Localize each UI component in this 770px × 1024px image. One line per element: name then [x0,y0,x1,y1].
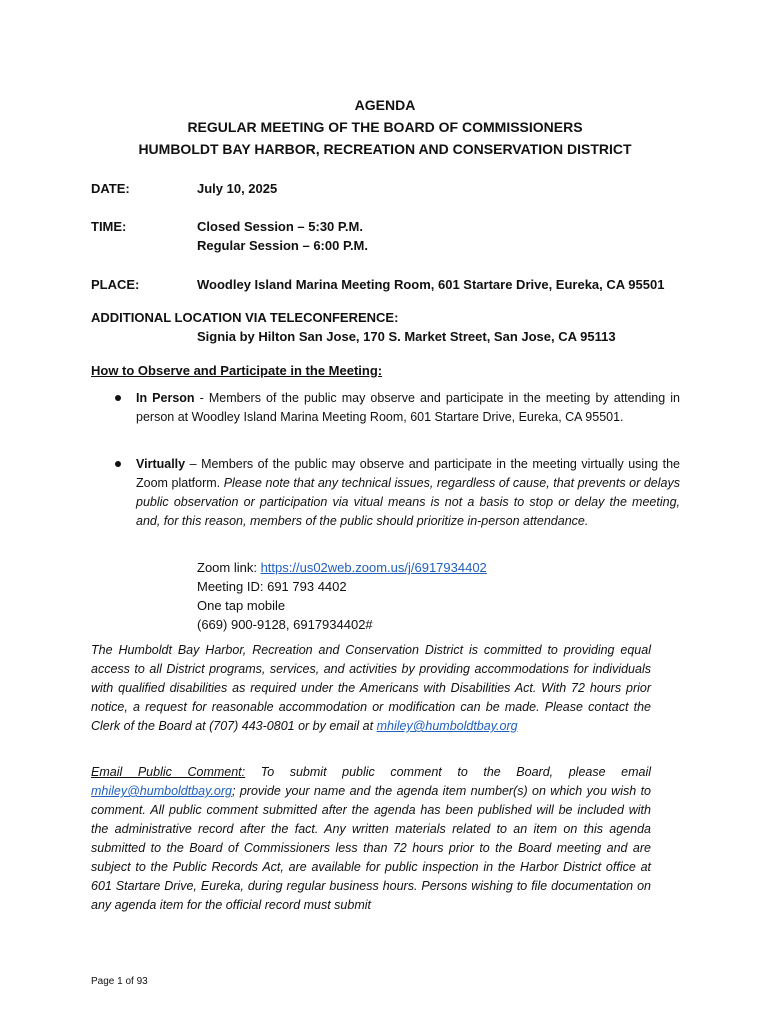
time-label: TIME: [91,219,127,234]
one-tap-label: One tap mobile [197,598,286,613]
accessibility-notice [91,641,651,736]
bullet-icon [115,395,121,401]
public-comment-text-2: ; provide your name and the agenda item number(s) on which you wish to comment. All public comment submitted after the agenda has been published will be included with the administrative record after the fact. Any written materials related to an item on this agenda submitted to the Board of Commissioners less than 72 hours prior to the Board meeting and are subject to the Public Records Act, are available for public inspection in the Harbor District office at 601 Startare Drive, Eureka, during regular business hours. Persons wishing to file documentation on any agenda item for the official record must submit [91,784,651,912]
public-comment-section [91,763,651,915]
bullet-icon [115,461,121,467]
meeting-id: Meeting ID: 691 793 4402 [197,579,347,594]
meeting-title: REGULAR MEETING OF THE BOARD OF COMMISSIONERS [187,119,583,135]
additional-location-label: ADDITIONAL LOCATION VIA TELECONFERENCE: [91,310,399,325]
virtual-note: Please note that any technical issues, regardless of cause, that prevents or delays public observation or participation via vitual means is not a basis to stop or delay the meeting, and, for this reason, members of the public should prioritize in-person attendance. [136,476,680,528]
clerk-email-link[interactable]: mhiley@humboldtbay.org [376,719,518,733]
in-person-text: - Members of the public may observe and participate in the meeting by attending in person at Woodley Island Marina Meeting Room, 601 Startare Drive, Eureka, CA 95501. [136,391,680,424]
in-person-item [136,389,680,427]
zoom-link[interactable]: https://us02web.zoom.us/j/6917934402 [260,560,487,575]
page-number: Page 1 of 93 [91,976,148,987]
in-person-label: In Person [136,391,195,405]
zoom-link-label: Zoom link: [197,560,261,575]
zoom-phone: (669) 900-9128, 6917934402# [197,617,373,632]
how-to-heading: How to Observe and Participate in the Meeting: [91,363,383,378]
accessibility-text: The Humboldt Bay Harbor, Recreation and Conservation District is committed to providing equal access to all District programs, services, and activities by providing accommodations for individuals with qualified disabilities as required under the Americans with Disabilities Act. With 72 hours prior notice, a request for reasonable accommodation or modification can be made. Please contact the Clerk of the Board at (707) 443-0801 or by email at [91,643,651,733]
zoom-link-line [197,558,487,577]
agenda-heading: AGENDA [354,97,416,113]
public-comment-text-1: To submit public comment to the Board, please email [245,765,651,779]
additional-location-value: Signia by Hilton San Jose, 170 S. Market Street, San Jose, CA 95113 [197,329,616,344]
regular-session-time: Regular Session – 6:00 P.M. [197,238,368,253]
district-title: HUMBOLDT BAY HARBOR, RECREATION AND CONSERVATION DISTRICT [138,141,632,157]
virtual-label: Virtually [136,457,186,471]
place-value: Woodley Island Marina Meeting Room, 601 Startare Drive, Eureka, CA 95501 [197,277,665,292]
virtual-item [136,455,680,531]
public-comment-email-link[interactable]: mhiley@humboldtbay.org [91,784,232,798]
date-label: DATE: [91,181,130,196]
place-label: PLACE: [91,277,140,292]
closed-session-time: Closed Session – 5:30 P.M. [197,219,363,234]
date-value: July 10, 2025 [197,181,278,196]
public-comment-label: Email Public Comment: [91,765,246,779]
virtual-text: – Members of the public may observe and participate in the meeting virtually using the Zoom platform. [136,457,680,490]
